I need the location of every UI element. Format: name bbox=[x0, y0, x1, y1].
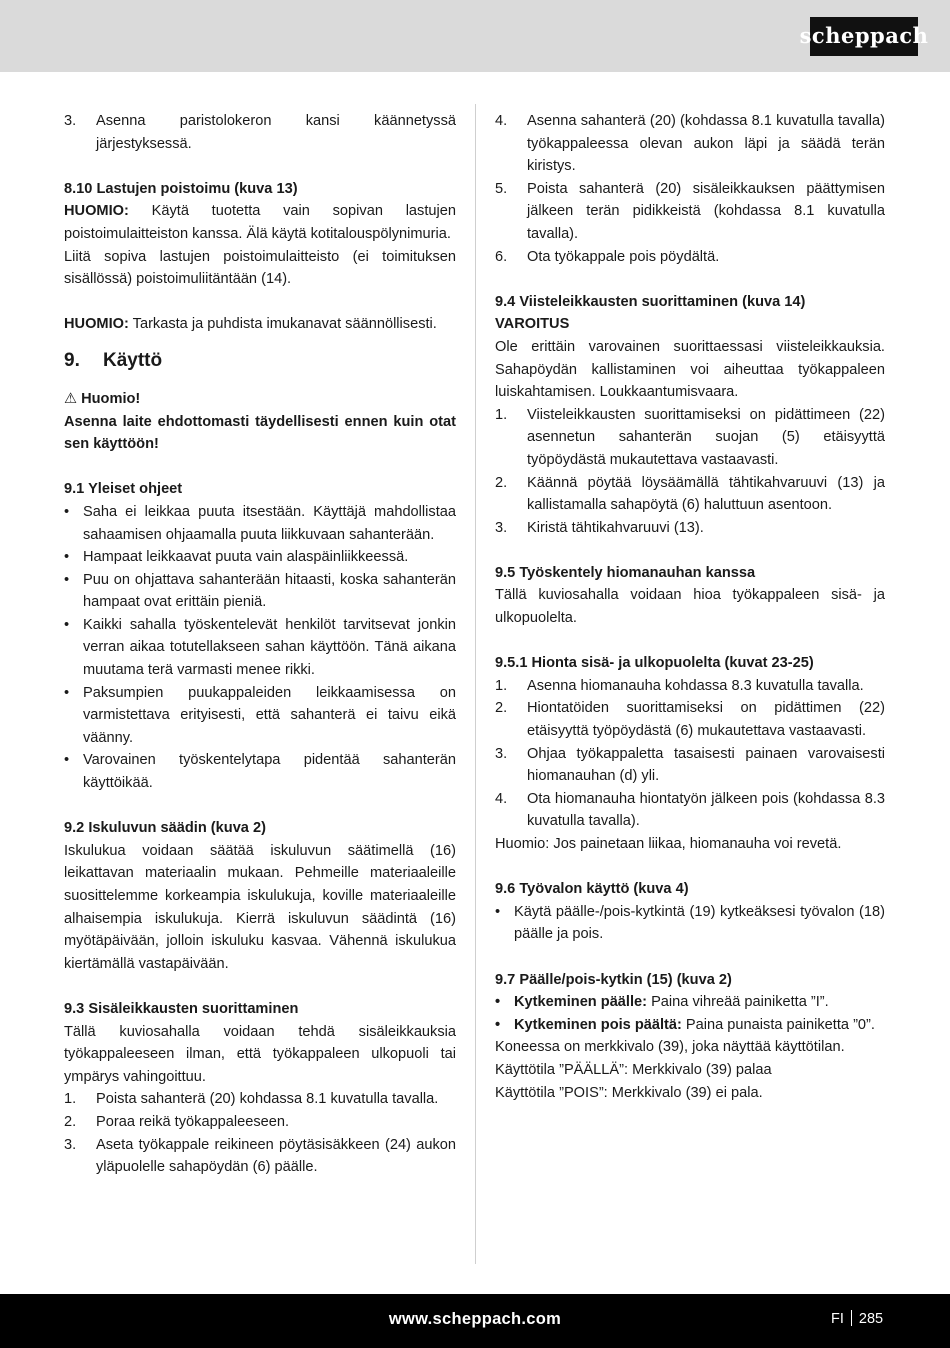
warning-title: ⚠ Huomio! bbox=[64, 388, 456, 411]
list-item: 1. Poista sahanterä (20) kohdassa 8.1 kuvatulla tavalla. bbox=[64, 1091, 439, 1108]
list-item: • Paksumpien puukappaleiden leikkaamisessa on varmistettava erityisesti, että sahanterä ei taivu eikä väänny. bbox=[64, 684, 456, 746]
section-title-9-6: 9.6 Työvalon käyttö (kuva 4) bbox=[495, 881, 689, 898]
website-link[interactable]: www.scheppach.com bbox=[388, 1310, 562, 1328]
warning-icon: ⚠ bbox=[64, 390, 78, 407]
list-item: • Puu on ohjattava sahanterään hitaasti, koska sahanterän hampaat ovat erittäin pieniä. bbox=[64, 571, 456, 611]
note-paragraph: HUOMIO: Tarkasta ja puhdista imukanavat säännöllisesti. bbox=[64, 316, 437, 333]
paragraph: Koneessa on merkkivalo (39), joka näyttää käyttötilan. bbox=[495, 1039, 845, 1056]
list-item: 4. Ota hiomanauha hiontatyön jälkeen pois (kohdassa 8.3 kuvatulla tavalla). bbox=[495, 790, 885, 830]
header-bar bbox=[0, 0, 950, 72]
list-item: 2. Poraa reikä työkappaleeseen. bbox=[64, 1113, 290, 1130]
section-title-9-5: 9.5 Työskentely hiomanauhan kanssa bbox=[495, 564, 756, 581]
warning-label: VAROITUS bbox=[495, 316, 570, 333]
list-item: 2. Käännä pöytää löysäämällä tähtikahvaruuvi (13) ja kallistamalla sahapöytä (6) haluttuun asentoon. bbox=[495, 474, 885, 514]
list-item: 3. Kiristä tähtikahvaruuvi (13). bbox=[495, 519, 704, 536]
warning-text: Asenna laite ehdottomasti täydellisesti ennen kuin otat sen käyttöön! bbox=[64, 413, 456, 453]
list-item: 5. Poista sahanterä (20) sisäleikkauksen päättymisen jälkeen terän pidikkeistä (kohdassa 8.1 kuvatulla tavalla). bbox=[495, 180, 885, 242]
list-item: • Kaikki sahalla työskentelevät henkilöt tarvitsevat jonkin verran aikaa totutellakseen sahan käyttöön. Tänä aikana muutama terä varmasti menee rikki. bbox=[64, 616, 456, 679]
page-number: FI 285 bbox=[831, 1311, 884, 1327]
list-item: 6. Ota työkappale pois pöydältä. bbox=[495, 248, 720, 265]
chapter-heading: 9. Käyttö bbox=[64, 349, 163, 371]
section-title-9-2: 9.2 Iskuluvun säädin (kuva 2) bbox=[64, 820, 266, 837]
note-paragraph: HUOMIO: Käytä tuotetta vain sopivan lastujen poistoimulaitteiston kanssa. Älä käytä kotitalouspölynimuria. bbox=[64, 203, 456, 242]
paragraph: Liitä sopiva lastujen poistoimulaitteisto (ei toimituksen sisällössä) poistoimuliitäntään (14). bbox=[64, 248, 456, 288]
list-item: 1. Asenna hiomanauha kohdassa 8.3 kuvatulla tavalla. bbox=[495, 677, 864, 694]
section-title-9-5-1: 9.5.1 Hionta sisä- ja ulkopuolelta (kuvat 23-25) bbox=[495, 655, 814, 672]
list-item: 1. Viisteleikkausten suorittamiseksi on pidättimeen (22) asennetun sahanterän suojan (5) etäisyyttä työpöydästä mukautettava vastaavasti. bbox=[495, 406, 885, 468]
list-item: • Kytkeminen päälle: Paina vihreää painiketta ”I”. bbox=[495, 994, 829, 1011]
list-item: 3. Asenna paristolokeron kansi käännetyssä järjestyksessä. bbox=[64, 113, 456, 152]
column-divider bbox=[475, 104, 476, 1264]
left-column bbox=[64, 110, 456, 1179]
section-title-9-1: 9.1 Yleiset ohjeet bbox=[64, 481, 183, 498]
paragraph: Tällä kuviosahalla voidaan hioa työkappaleen sisä- ja ulkopuolelta. bbox=[495, 587, 885, 627]
section-title-8-10: 8.10 Lastujen poistoimu (kuva 13) bbox=[64, 180, 298, 197]
section-title-9-3: 9.3 Sisäleikkausten suorittaminen bbox=[64, 1000, 299, 1017]
paragraph: Käyttötila ”PÄÄLLÄ”: Merkkivalo (39) palaa bbox=[495, 1061, 772, 1078]
footer-bar bbox=[0, 1294, 950, 1348]
list-item: 2. Hiontatöiden suorittamiseksi on pidättimen (22) etäisyyttä työpöydästä (6) mukautettava vastaavasti. bbox=[495, 700, 885, 740]
section-title-9-4: 9.4 Viisteleikkausten suorittaminen (kuva 14) bbox=[495, 293, 806, 310]
right-column bbox=[495, 110, 885, 1104]
list-item: 3. Ohjaa työkappaletta tasaisesti painaen varovaisesti hiomanauhan (d) yli. bbox=[495, 745, 885, 785]
list-item: • Saha ei leikkaa puuta itsestään. Käyttäjä mahdollistaa sahaamisen ohjaamalla puuta liikkuvaan sahanterään. bbox=[64, 503, 456, 543]
list-item: 4. Asenna sahanterä (20) (kohdassa 8.1 kuvatulla tavalla) työkappaleessa olevan aukon läpi ja säädä terän kiristys. bbox=[495, 113, 885, 175]
paragraph: Iskulukua voidaan säätää iskuluvun säätimellä (16) leikattavan materiaalin mukaan. Pehmeille materiaaleille suosittelemme korkeampia iskulukuja, koville materiaaleille alhaisempia iskulukuja. Kierrä iskuluvun säädintä (16) myötäpäivään, jolloin iskuluku kasvaa. Vähennä iskulukua kiertämällä vastapäivään. bbox=[64, 842, 456, 972]
note-paragraph: Huomio: Jos painetaan liikaa, hiomanauha voi revetä. bbox=[495, 836, 842, 852]
paragraph: Ole erittäin varovainen suorittaessasi viisteleikkauksia. Sahapöydän kallistaminen voi aiheuttaa työkappaleen luiskahtamisen. Loukkaantumisvaara. bbox=[495, 338, 885, 401]
list-item: • Käytä päälle-/pois-kytkintä (19) kytkeäksesi työvalon (18) päälle ja pois. bbox=[495, 903, 885, 943]
list-item: 3. Aseta työkappale reikineen pöytäsisäkkeen (24) aukon yläpuolelle sahapöydän (6) päälle. bbox=[64, 1136, 456, 1176]
brand-logo: scheppach bbox=[810, 17, 918, 56]
list-item: • Kytkeminen pois päältä: Paina punaista painiketta ”0”. bbox=[495, 1016, 875, 1033]
paragraph: Käyttötila ”POIS”: Merkkivalo (39) ei pala. bbox=[495, 1084, 763, 1101]
list-item: • Hampaat leikkaavat puuta vain alaspäinliikkeessä. bbox=[64, 549, 409, 566]
paragraph: Tällä kuviosahalla voidaan tehdä sisäleikkauksia työkappaleeseen ilman, että työkappaleen ulkopuoli tai ympärys vahingoittuu. bbox=[64, 1023, 456, 1085]
section-title-9-7: 9.7 Päälle/pois-kytkin (15) (kuva 2) bbox=[495, 971, 732, 988]
list-item: • Varovainen työskentelytapa pidentää sahanterän käyttöikää. bbox=[64, 752, 456, 792]
